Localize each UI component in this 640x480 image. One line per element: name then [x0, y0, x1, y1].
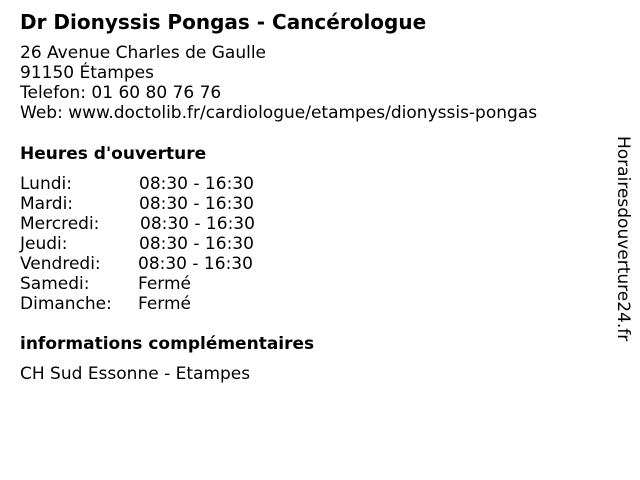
hours-row-thursday — [20, 234, 320, 254]
hours-time: Fermé — [138, 294, 192, 314]
hours-day: Dimanche: — [20, 294, 112, 314]
hours-row-sunday — [20, 294, 320, 314]
hours-heading: Heures d'ouverture — [20, 144, 207, 164]
hours-row-tuesday — [20, 194, 320, 214]
hours-day: Mardi: — [20, 194, 74, 214]
phone-number: Telefon: 01 60 80 76 76 — [20, 83, 222, 103]
hours-row-wednesday — [20, 214, 320, 234]
hours-row-saturday — [20, 274, 320, 294]
page-title: Dr Dionyssis Pongas - Cancérologue — [20, 10, 427, 34]
hours-row-friday — [20, 254, 320, 274]
site-watermark: Horairesdouverture24.fr — [613, 136, 633, 342]
hours-table — [20, 174, 320, 314]
hours-time: 08:30 - 16:30 — [138, 254, 253, 274]
hours-time: 08:30 - 16:30 — [139, 194, 254, 214]
hours-time: 08:30 - 16:30 — [139, 174, 254, 194]
hours-day: Jeudi: — [20, 234, 68, 254]
city-address: 91150 Étampes — [20, 63, 154, 83]
hours-time: 08:30 - 16:30 — [139, 234, 254, 254]
hours-time: 08:30 - 16:30 — [140, 214, 255, 234]
extra-info-heading: informations complémentaires — [20, 334, 315, 354]
website-link[interactable]: Web: www.doctolib.fr/cardiologue/etampes/dionyssis-pongas — [20, 103, 538, 123]
hours-day: Lundi: — [20, 174, 72, 194]
hours-day: Mercredi: — [20, 214, 100, 234]
hours-day: Vendredi: — [20, 254, 101, 274]
hours-day: Samedi: — [20, 274, 90, 294]
street-address: 26 Avenue Charles de Gaulle — [20, 43, 267, 63]
hours-row-monday — [20, 174, 320, 194]
address-block — [20, 43, 537, 123]
hours-time: Fermé — [138, 274, 192, 294]
extra-info-text: CH Sud Essonne - Etampes — [20, 364, 251, 384]
